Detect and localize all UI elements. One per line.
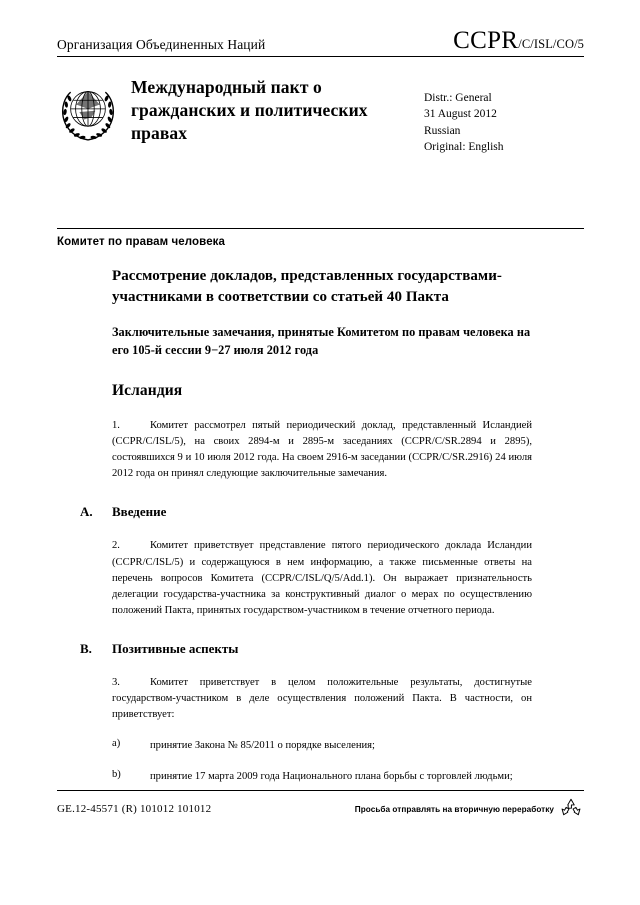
un-emblem-icon	[57, 81, 119, 143]
document-content	[80, 266, 532, 785]
paragraph-3-number: 3.	[112, 676, 120, 688]
list-item-b-text: принятие 17 марта 2009 года Национального плана борьбы с торговлей людьми;	[150, 771, 513, 783]
paragraph-2-number: 2.	[112, 540, 120, 552]
recycle-notice	[355, 796, 584, 822]
list-item-a-letter: a)	[112, 738, 121, 750]
page-title: Рассмотрение докладов, представленных государствами-участниками в соответствии со статьей 40 Пакта	[112, 268, 502, 305]
section-b-title: Позитивные аспекты	[112, 640, 239, 656]
document-symbol-suffix: /C/ISL/CO/5	[518, 37, 584, 51]
document-symbol	[453, 28, 584, 53]
country-heading: Исландия	[112, 382, 183, 400]
pact-title: Международный пакт о гражданских и политических правах	[131, 77, 368, 144]
committee-name: Комитет по правам человека	[57, 236, 226, 248]
section-a-letter: A.	[80, 504, 93, 520]
paragraph-2-text: Комитет приветствует представление пятого периодического доклада Исландии (CCPR/C/ISL/5) и содержащуюся в нем информацию, а также письменные ответы на перечень вопросов Комитета (CCPR/C/ISL/Q/5/Add.1). Он выражает признательность делегации государства-участника за конструктивный диалог о мерах по осуществлению положений Пакта, принятых государством-участником в течение отчетного периода.	[112, 540, 532, 616]
list-item	[112, 769, 532, 785]
footer-rule	[57, 790, 584, 791]
distribution-type: Distr.: General	[424, 92, 492, 104]
section-heading-a	[80, 504, 532, 520]
list-item	[112, 738, 532, 754]
section-divider-rule	[57, 228, 584, 229]
paragraph-2	[112, 538, 532, 618]
paragraph-3	[112, 675, 532, 723]
list-item-b-letter: b)	[112, 769, 121, 781]
document-symbol-main: CCPR	[453, 27, 519, 54]
title-block	[57, 76, 584, 155]
organization-name: Организация Объединенных Наций	[57, 37, 266, 53]
paragraph-1-text: Комитет рассмотрел пятый периодический доклад, представленный Исландией (CCPR/C/ISL/5), на своих 2894-м и 2895-м заседаниях (CCPR/C/SR.2894 и 2895), состоявшихся 9 и 10 июля 2012 года. На своем 2916-м заседании (CCPR/C/SR.2916) 24 июля 2012 года он принял следующие заключительные замечания.	[112, 420, 532, 480]
paragraph-1-number: 1.	[112, 420, 120, 432]
distribution-language: Russian	[424, 124, 461, 137]
masthead-row	[57, 28, 584, 55]
masthead-rule	[57, 56, 584, 57]
recycle-text: Просьба отправлять на вторичную переработку	[354, 804, 554, 814]
section-b-letter: B.	[80, 640, 92, 656]
section-heading-b	[80, 640, 532, 657]
recycling-symbol-icon	[558, 796, 584, 822]
masthead	[57, 28, 584, 57]
page-footer	[57, 796, 584, 822]
document-subtitle: Заключительные замечания, принятые Комитетом по правам человека на его 105-й сессии 9−27 июля 2012 года	[112, 325, 531, 358]
paragraph-3-text: Комитет приветствует в целом положительные результаты, достигнутые государством-участником в деле осуществления положений Пакта. В частности, он приветствует:	[112, 676, 532, 721]
job-number: GE.12-45571 (R) 101012 101012	[57, 803, 212, 815]
section-a-title: Введение	[112, 504, 167, 520]
paragraph-1	[112, 418, 532, 482]
distribution-date: 31 August 2012	[424, 108, 497, 121]
distribution-original: Original: English	[424, 140, 504, 153]
list-item-a-text: принятие Закона № 85/2011 о порядке выселения;	[150, 740, 375, 752]
distribution-block	[418, 76, 584, 155]
